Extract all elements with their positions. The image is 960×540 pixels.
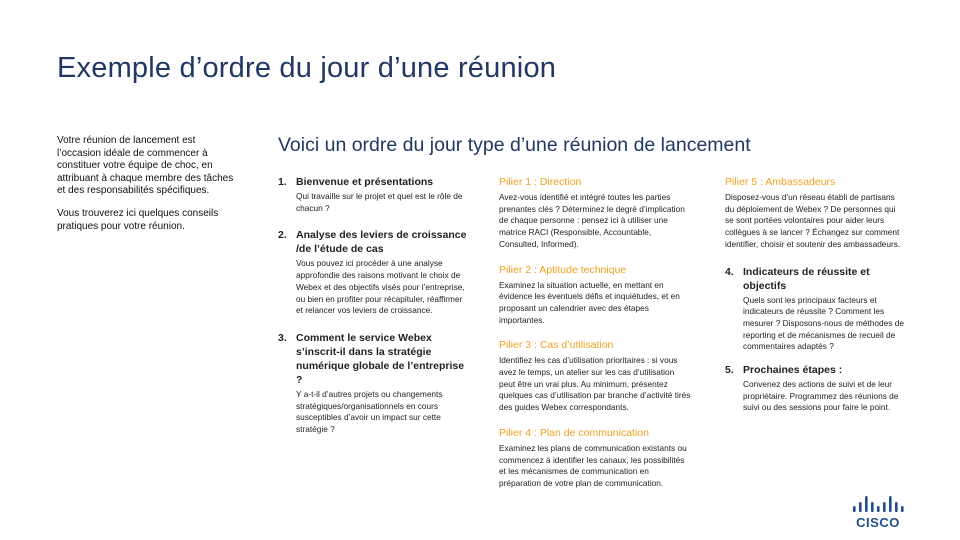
cisco-logo — [850, 494, 906, 530]
right-column — [725, 175, 905, 425]
pillar-block — [499, 426, 691, 490]
agenda-item-title: Analyse des leviers de croissance /de l’étude de cas — [296, 229, 467, 256]
agenda-item-number: 3. — [278, 331, 287, 344]
cisco-logo-bars-icon — [853, 496, 904, 512]
pillar-body: Examinez les plans de communication existants ou commencez à identifier les canaux, les possibilités et les mécanismes de communication en préparation de votre plan de communication. — [499, 442, 687, 488]
agenda-item-number: 2. — [278, 229, 287, 242]
agenda-item-number: 4. — [725, 265, 734, 278]
pillar-title: Pilier 5 : Ambassadeurs — [725, 176, 836, 188]
agenda-item — [278, 331, 468, 436]
pillar-title: Pilier 4 : Plan de communication — [499, 426, 649, 439]
pillar-body: Disposez-vous d’un réseau établi de partisans du déploiement de Webex ? De personnes qui se sont portées volontaires pour aider leurs collègues à se lancer ? Échangez sur comment identifier, choisir et soutenir des ambassadeurs. — [725, 192, 901, 249]
cisco-logo-text: CISCO — [856, 515, 900, 530]
pillars-column — [499, 175, 691, 501]
agenda-item-body: Convenez des actions de suivi et de leur propriétaire. Programmez des réunions de suivi ou des sessions pour faire le point. — [743, 379, 899, 413]
agenda-item-body: Y a-t-il d’autres projets ou changements stratégiques/organisationnels en cours susceptibles d’avoir un impact sur cette stratégie ? — [296, 388, 443, 435]
agenda-heading: Voici un ordre du jour type d’une réunion de lancement — [278, 134, 751, 156]
pillar-block — [499, 263, 691, 327]
pillar-body: Avez-vous identifié et intégré toutes les parties prenantes clés ? Déterminez le degré d’implication de chaque personne : pensez ici à utiliser une matrice RACI (Responsible, Accountable, Consulted, Informed). — [499, 192, 685, 249]
pillar-block — [499, 338, 691, 414]
agenda-item-title: Indicateurs de réussite et objectifs — [743, 265, 870, 292]
pillar-body: Examinez la situation actuelle, en mettant en évidence les éventuels défis et inquiétudes, et en proposant un calendrier avec des étapes importantes. — [499, 279, 680, 325]
pillar-title: Pilier 3 : Cas d’utilisation — [499, 339, 614, 352]
agenda-item-number: 5. — [725, 364, 734, 377]
agenda-item — [725, 265, 905, 354]
agenda-item-body: Qui travaille sur le projet et quel est le rôle de chacun ? — [296, 191, 463, 213]
agenda-item-title: Comment le service Webex s’inscrit-il dans la stratégie numérique globale de l’entreprise ? — [296, 331, 465, 386]
agenda-column-left — [278, 175, 468, 447]
agenda-item-body: Quels sont les principaux facteurs et indicateurs de réussite ? Comment les mesurer ? Disposons-nous de méthodes de reporting et de mécanismes de recueil de commentaires adaptés ? — [743, 294, 904, 352]
agenda-item-number: 1. — [278, 176, 287, 188]
pillar-block — [725, 175, 905, 251]
pillar-title: Pilier 2 : Aptitude technique — [499, 263, 627, 276]
intro-text — [57, 135, 235, 243]
pillar-body: Identifiez les cas d’utilisation prioritaires : si vous avez le temps, un atelier sur les cas d’utilisation peut être un vrai plus. Au minimum, présentez quelques cas d’utilisation par branche d’activité tirés des guides Webex correspondants. — [499, 355, 691, 413]
agenda-item — [278, 175, 468, 214]
pillar-title: Pilier 1 : Direction — [499, 176, 582, 188]
agenda-item — [725, 363, 905, 414]
intro-paragraph-1: Votre réunion de lancement est l’occasion idéale de commencer à constituer votre équipe de choc, en attribuant à chaque membre des tâches et des responsabilités spécifiques. — [57, 135, 234, 197]
pillar-block — [499, 175, 691, 251]
agenda-item-title: Prochaines étapes : — [743, 364, 843, 377]
agenda-item-title: Bienvenue et présentations — [296, 176, 434, 188]
intro-paragraph-2: Vous trouverez ici quelques conseils pratiques pour votre réunion. — [57, 207, 219, 232]
slide-title: Exemple d’ordre du jour d’une réunion — [57, 52, 557, 84]
agenda-item-body: Vous pouvez ici procéder à une analyse approfondie des raisons motivant le choix de Webex et des objectifs visés pour l’entreprise, ou bien en profiter pour récapituler, réaffirmer et relancer vos leviers de croissance. — [296, 258, 465, 316]
agenda-item — [278, 228, 468, 317]
